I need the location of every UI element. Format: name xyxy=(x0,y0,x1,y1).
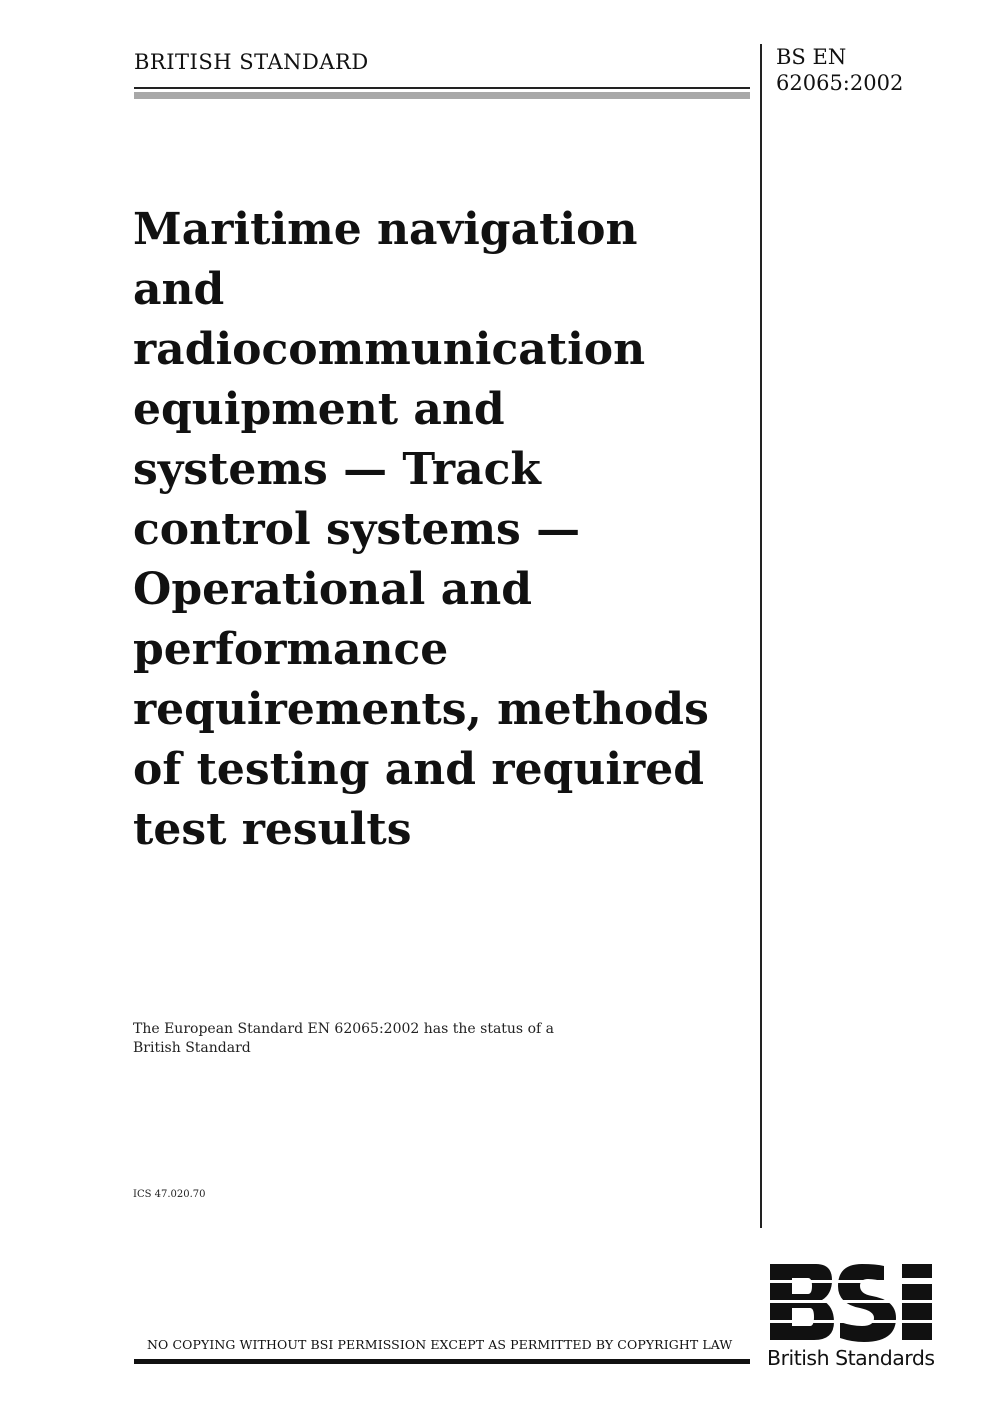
title-line: Operational and xyxy=(133,564,532,615)
copyright-notice: NO COPYING WITHOUT BSI PERMISSION EXCEPT AS PERMITTED BY COPYRIGHT LAW xyxy=(147,1337,733,1352)
ics-code: ICS 47.020.70 xyxy=(133,1189,206,1200)
title-line: equipment and xyxy=(133,384,505,435)
bsi-logo-caption: British Standards xyxy=(767,1346,935,1370)
status-line1: The European Standard EN 62065:2002 has the status of a xyxy=(133,1021,554,1037)
title-line: performance xyxy=(133,624,449,675)
title-line: radiocommunication xyxy=(133,324,646,375)
standard-number-line2: 62065:2002 xyxy=(776,71,904,95)
header-rule-thin xyxy=(134,87,750,89)
margin-divider xyxy=(760,44,762,1228)
standard-number-line1: BS EN xyxy=(776,45,847,69)
document-title xyxy=(133,200,753,860)
title-line: systems — Track xyxy=(133,444,541,495)
standard-number xyxy=(776,44,903,96)
title-line: Maritime navigation xyxy=(133,204,638,255)
header-rule-thick xyxy=(134,92,750,99)
status-statement xyxy=(133,1020,554,1058)
footer-rule xyxy=(134,1359,750,1364)
status-line2: British Standard xyxy=(133,1040,251,1056)
title-line: test results xyxy=(133,804,412,855)
title-line: control systems — xyxy=(133,504,581,555)
header-label: BRITISH STANDARD xyxy=(134,50,369,74)
title-line: and xyxy=(133,264,225,315)
title-line: requirements, methods xyxy=(133,684,709,735)
title-line: of testing and required xyxy=(133,744,704,795)
